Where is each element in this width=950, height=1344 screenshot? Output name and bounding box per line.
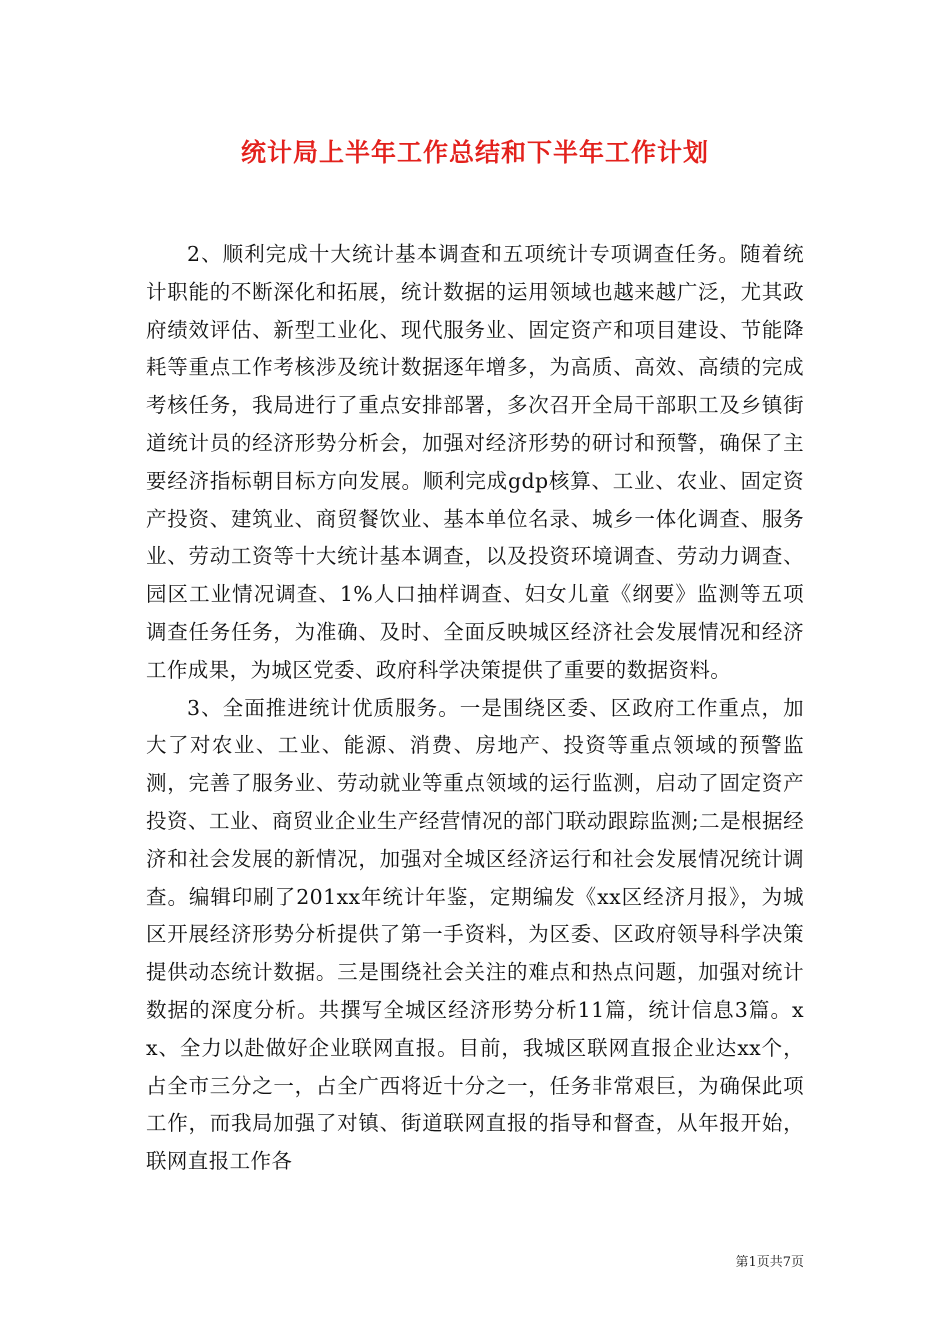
page-number: 第1页共7页 xyxy=(735,1255,804,1270)
document-title: 统计局上半年工作总结和下半年工作计划 xyxy=(240,138,709,167)
document-body xyxy=(146,236,804,1181)
paragraph-item-3: 3、全面推进统计优质服务。一是围绕区委、区政府工作重点，加大了对农业、工业、能源、消费、房地产、投资等重点领域的预警监测，完善了服务业、劳动就业等重点领域的运行监测，启动了固定资产投资、工业、商贸业企业生产经营情况的部门联动跟踪监测;二是根据经济和社会发展的新情况，加强对全城区经济运行和社会发展情况统计调查。编辑印刷了201xx年统计年鉴，定期编发《xx区经济月报》，为城区开展经济形势分析提供了第一手资料，为区委、区政府领导科学决策提供动态统计数据。三是围绕社会关注的难点和热点问题，加强对统计数据的深度分析。共撰写全城区经济形势分析11篇，统计信息3篇。xx、全力以赴做好企业联网直报。目前，我城区联网直报企业达xx个，占全市三分之一，占全广西将近十分之一，任务非常艰巨，为确保此项工作，而我局加强了对镇、街道联网直报的指导和督查，从年报开始，联网直报工作各 xyxy=(146,695,804,1174)
paragraph-item-2: 2、顺利完成十大统计基本调查和五项统计专项调查任务。随着统计职能的不断深化和拓展，统计数据的运用领域也越来越广泛，尤其政府绩效评估、新型工业化、现代服务业、固定资产和项目建设、节能降耗等重点工作考核涉及统计数据逐年增多，为高质、高效、高绩的完成考核任务，我局进行了重点安排部署，多次召开全局干部职工及乡镇街道统计员的经济形势分析会，加强对经济形势的研讨和预警，确保了主要经济指标朝目标方向发展。顺利完成gdp核算、工业、农业、固定资产投资、建筑业、商贸餐饮业、基本单位名录、城乡一体化调查、服务业、劳动工资等十大统计基本调查，以及投资环境调查、劳动力调查、园区工业情况调查、1%人口抽样调查、妇女儿童《纲要》监测等五项调查任务任务，为准确、及时、全面反映城区经济社会发展情况和经济工作成果，为城区党委、政府科学决策提供了重要的数据资料。 xyxy=(146,242,804,682)
